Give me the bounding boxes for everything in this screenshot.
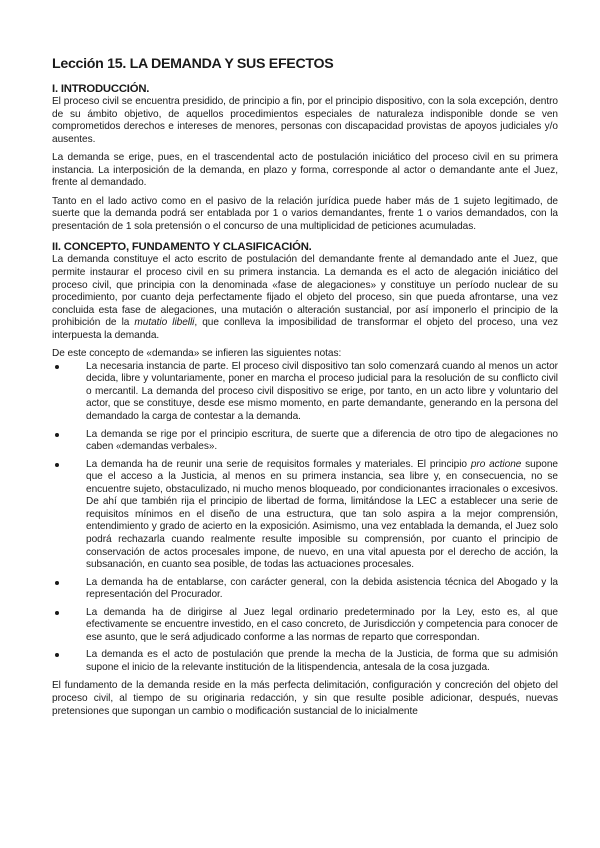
section-heading-concepto: II. CONCEPTO, FUNDAMENTO Y CLASIFICACIÓN. [52,241,312,254]
list-intro: De este concepto de «demanda» se infieren las siguientes notas: [52,348,342,360]
notes-list [52,361,558,675]
paragraph: El proceso civil se encuentra presidido, de principio a fin, por el principio dispositivo, con la sola excepción, dentro de su ámbito objetivo, de aquellos procedimientos especiales de naturaleza indisponible donde se ven comprometidos derechos e intereses de menores, personas con discapacidad provistas de apoyos judiciales y/o ausentes. [52,96,558,145]
list-item: La demanda ha de entablarse, con carácter general, con la debida asistencia técnica del Abogado y la representación del Procurador. [52,577,558,602]
list-item: La demanda ha de dirigirse al Juez legal ordinario predeterminado por la Ley, esto es, al que efectivamente se encuentre investido, en el caso concreto, de Jurisdicción y competencia para conocer de ese asunto, que le será adjudicado conforme a las normas de reparto que correspondan. [52,607,558,645]
paragraph: La demanda se erige, pues, en el trascendental acto de postulación iniciático del proceso civil en su primera instancia. La interposición de la demanda, en plazo y forma, corresponde al actor o demandante ante el Juez, frente al demandado. [52,152,558,189]
lesson-title: Lección 15. LA DEMANDA Y SUS EFECTOS [52,56,334,72]
paragraph: Tanto en el lado activo como en el pasivo de la relación jurídica puede haber más de 1 sujeto legitimado, de suerte que la demanda podrá ser entablada por 1 o varios demandantes, frente 1 o varios demandados, con la presentación de 1 sola pretensión o el concurso de una multiplicidad de peticiones acumuladas. [52,195,558,232]
list-item: La demanda es el acto de postulación que prende la mecha de la Justicia, de forma que su admisión supone el inicio de la relevante institución de la litispendencia, antesala de la cosa juzgada. [52,649,558,674]
list-item: La demanda se rige por el principio escritura, de suerte que a diferencia de otro tipo de alegaciones no caben «demandas verbales». [52,429,558,454]
list-item: La demanda ha de reunir una serie de requisitos formales y materiales. El principio pro actione supone que el acceso a la Justicia, al menos en su primera instancia, sea libre y, en consecuencia, no se encuentre sujeto, obstaculizado, ni mucho menos bloqueado, por condicionantes irracionales o excesivos. De ahí que también rija el principio de libertad de forma, limitándose la LEC a establecer una serie de requisitos mínimos en el diseño de una estructura, que tan solo aspira a la mejor comprensión, entendimiento y grado de acierto en la exposición. Asimismo, una vez entablada la demanda, el Juez solo podrá rechazarla cuando realmente resulte imposible su comprensión, por cuanto el principio de conservación de actos procesales impone, de nuevo, en una vital apuesta por el derecho de acción, la subsanación, en cuanto sea posible, de todas las actuaciones procesales. [52,459,558,572]
paragraph: El fundamento de la demanda reside en la más perfecta delimitación, configuración y concreción del objeto del proceso civil, al tiempo de su originaria redacción, y sin que resulte posible adicionar, después, nuevas pretensiones que supongan un cambio o modificación sustancial de lo inicialmente [52,680,558,717]
section-heading-introduccion: I. INTRODUCCIÓN. [52,83,150,95]
paragraph: La demanda constituye el acto escrito de postulación del demandante frente al demandado ante el Juez, que permite instaurar el proceso civil en su primera instancia. La demanda es el acto de alegación iniciático del proceso civil, que principia con la denominada «fase de alegaciones» y constituye un período nuclear de su procedimiento, por cuanto deja perfectamente fijado el objeto del proceso, sin que pueda afrontarse, una vez concluida esta fase de alegaciones, una mutación o alteración sustancial, por así imponerlo el principio de la prohibición de la mutatio libelli, que conlleva la imposibilidad de transformar el objeto del proceso, una vez interpuesta la demanda. [52,254,558,341]
list-item: La necesaria instancia de parte. El proceso civil dispositivo tan solo comenzará cuando al menos un actor decida, libre y voluntariamente, poner en marcha el proceso judicial para la resolución de su conflicto civil o mercantil. La demanda del proceso civil dispositivo se erige, por tanto, en un acto libre y voluntario del actor, que se constituye, desde ese mismo momento, en parte demandante, generando en la persona del demandado la carga de contestar a la demanda. [52,361,558,424]
